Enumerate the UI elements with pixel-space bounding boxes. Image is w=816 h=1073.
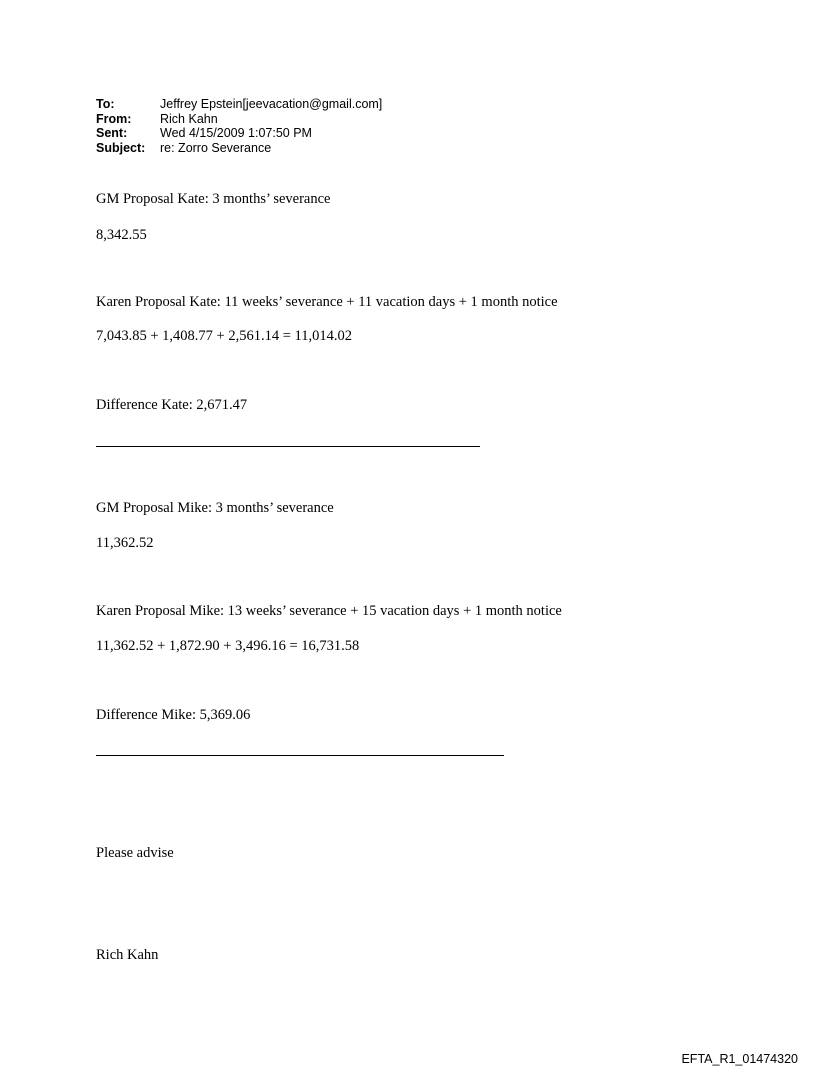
to-label: To:: [96, 97, 115, 111]
subject-row: [96, 141, 382, 156]
kate-karen-calc: 7,043.85 + 1,408.77 + 2,561.14 = 11,014.02: [96, 328, 352, 344]
subject-value: re: Zorro Severance: [160, 140, 272, 155]
kate-difference: Difference Kate: 2,671.47: [96, 397, 248, 413]
to-value: Jeffrey Epstein[jeevacation@gmail.com]: [160, 97, 383, 111]
mike-gm-proposal: GM Proposal Mike: 3 months’ severance: [96, 500, 334, 516]
from-row: [96, 112, 382, 127]
sent-value: Wed 4/15/2009 1:07:50 PM: [160, 126, 312, 140]
signature: Rich Kahn: [96, 947, 159, 963]
sent-row: [96, 126, 382, 141]
mike-gm-amount: 11,362.52: [96, 535, 154, 551]
mike-difference: Difference Mike: 5,369.06: [96, 707, 251, 723]
from-label: From:: [96, 111, 132, 126]
to-row: [96, 97, 382, 112]
mike-karen-calc: 11,362.52 + 1,872.90 + 3,496.16 = 16,731.58: [96, 638, 360, 654]
closing-text: Please advise: [96, 845, 174, 861]
subject-label: Subject:: [96, 140, 146, 155]
kate-gm-proposal: GM Proposal Kate: 3 months’ severance: [96, 191, 331, 207]
separator-rule: [96, 755, 504, 756]
sent-label: Sent:: [96, 126, 128, 140]
from-value: Rich Kahn: [160, 111, 218, 126]
separator-rule: [96, 446, 480, 447]
email-header: [96, 97, 382, 155]
kate-karen-proposal: Karen Proposal Kate: 11 weeks’ severance + 11 vacation days + 1 month notice: [96, 294, 558, 310]
kate-gm-amount: 8,342.55: [96, 227, 147, 243]
document-id: EFTA_R1_01474320: [681, 1052, 798, 1066]
mike-karen-proposal: Karen Proposal Mike: 13 weeks’ severance + 15 vacation days + 1 month notice: [96, 603, 562, 619]
